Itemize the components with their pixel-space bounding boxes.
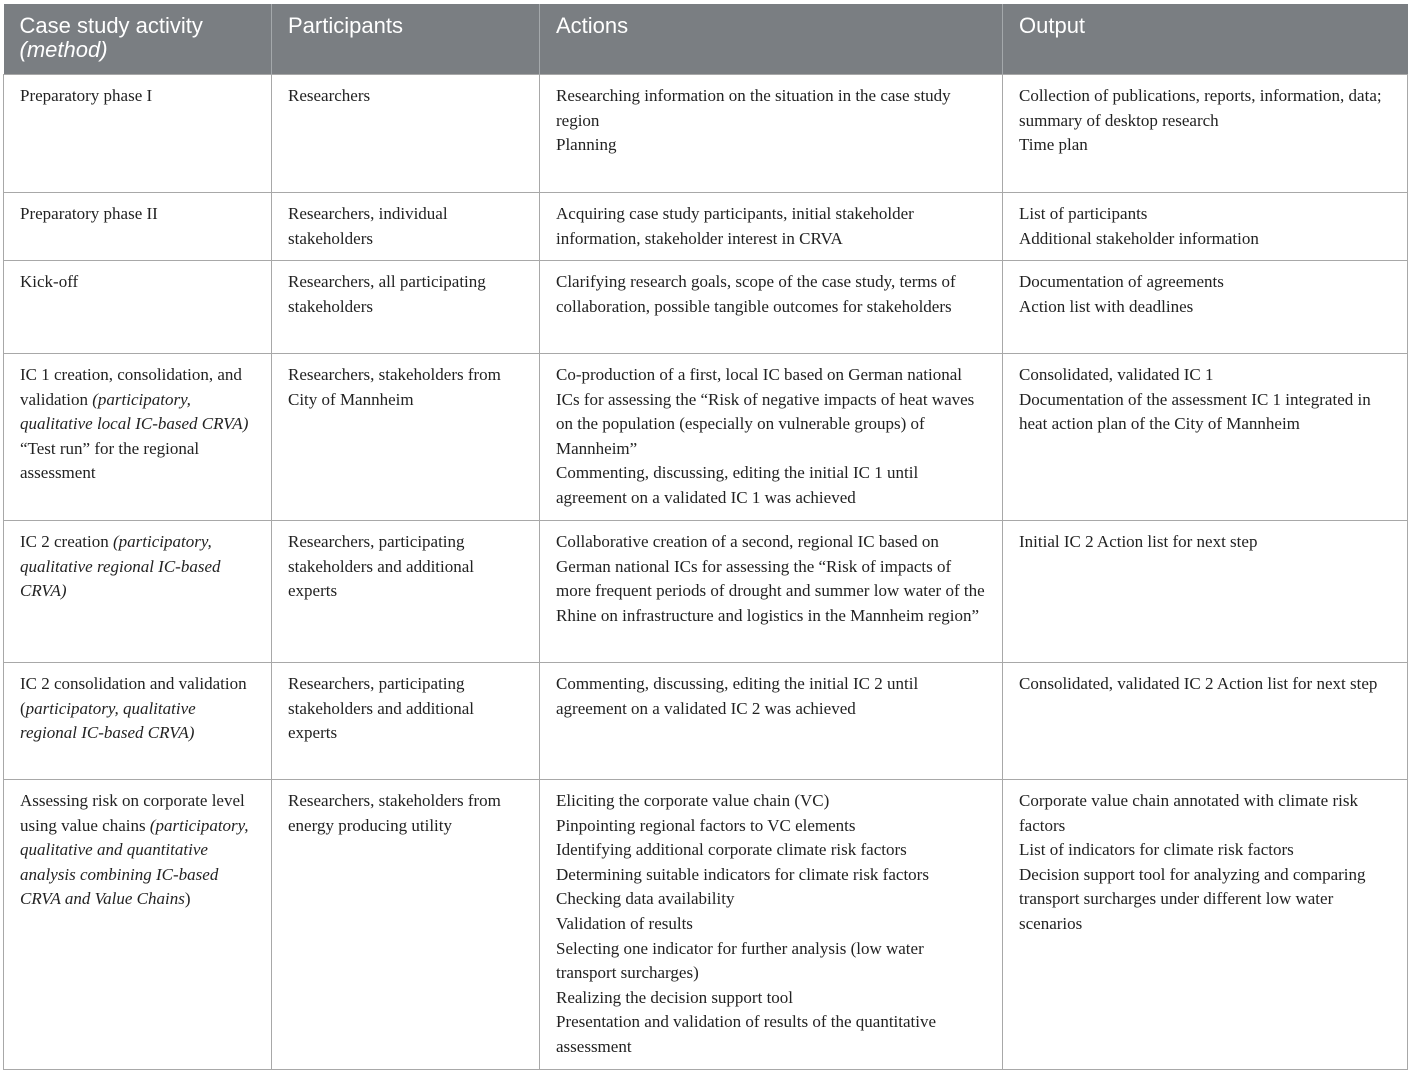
header-actions: Actions bbox=[540, 4, 1003, 75]
output-cell: List of participants Additional stakeholder information bbox=[1003, 193, 1408, 261]
header-participants: Participants bbox=[272, 4, 540, 75]
participants-cell: Researchers, stakeholders from City of Mannheim bbox=[272, 354, 540, 521]
actions-cell: Acquiring case study participants, initial stakeholder information, stakeholder interest in CRVA bbox=[540, 193, 1003, 261]
participants-cell: Researchers, participating stakeholders and additional experts bbox=[272, 521, 540, 663]
output-cell: Initial IC 2 Action list for next step bbox=[1003, 521, 1408, 663]
header-activity: Case study activity (method) bbox=[4, 4, 272, 75]
activity-cell: Preparatory phase II bbox=[4, 193, 272, 261]
output-cell: Collection of publications, reports, information, data; summary of desktop research Time plan bbox=[1003, 75, 1408, 193]
participants-cell: Researchers, individual stakeholders bbox=[272, 193, 540, 261]
output-cell: Consolidated, validated IC 1 Documentation of the assessment IC 1 integrated in heat action plan of the City of Mannheim bbox=[1003, 354, 1408, 521]
participants-cell: Researchers bbox=[272, 75, 540, 193]
actions-cell: Clarifying research goals, scope of the case study, terms of collaboration, possible tangible outcomes for stakeholders bbox=[540, 261, 1003, 354]
actions-cell: Eliciting the corporate value chain (VC) Pinpointing regional factors to VC elements Identifying additional corporate climate risk factors Determining suitable indicators for climate risk factors Checking data availability Validation of results Selecting one indicator for further analysis (low water transport surcharges) Realizing the decision support tool Presentation and validation of results of the quantitative assessment bbox=[540, 780, 1003, 1070]
case-study-table bbox=[3, 4, 1408, 1070]
participants-cell: Researchers, stakeholders from energy producing utility bbox=[272, 780, 540, 1070]
table-row bbox=[4, 780, 1408, 1070]
activity-cell: Preparatory phase I bbox=[4, 75, 272, 193]
output-cell: Corporate value chain annotated with climate risk factors List of indicators for climate risk factors Decision support tool for analyzing and comparing transport surcharges under different low water scenarios bbox=[1003, 780, 1408, 1070]
activity-cell: IC 2 consolidation and validation (participatory, qualitative regional IC-based CRVA) bbox=[4, 663, 272, 780]
table-row bbox=[4, 354, 1408, 521]
header-row bbox=[4, 4, 1408, 75]
participants-cell: Researchers, participating stakeholders and additional experts bbox=[272, 663, 540, 780]
table-row bbox=[4, 261, 1408, 354]
output-cell: Consolidated, validated IC 2 Action list for next step bbox=[1003, 663, 1408, 780]
activity-cell: IC 2 creation (participatory, qualitative regional IC-based CRVA) bbox=[4, 521, 272, 663]
activity-cell: Assessing risk on corporate level using value chains (participatory, qualitative and quantitative analysis combining IC-based CRVA and Value Chains) bbox=[4, 780, 272, 1070]
output-cell: Documentation of agreements Action list with deadlines bbox=[1003, 261, 1408, 354]
activity-cell: IC 1 creation, consolidation, and validation (participatory, qualitative local IC-based CRVA) “Test run” for the regional assessment bbox=[4, 354, 272, 521]
table-row bbox=[4, 193, 1408, 261]
header-output: Output bbox=[1003, 4, 1408, 75]
table-row bbox=[4, 521, 1408, 663]
table-row bbox=[4, 663, 1408, 780]
table-row bbox=[4, 75, 1408, 193]
header-activity-method: (method) bbox=[19, 37, 108, 62]
actions-cell: Co-production of a first, local IC based on German national ICs for assessing the “Risk of negative impacts of heat waves on the population (especially on vulnerable groups) of Mannheim” Commenting, discussing, editing the initial IC 1 until agreement on a validated IC 1 was achieved bbox=[540, 354, 1003, 521]
actions-cell: Collaborative creation of a second, regional IC based on German national ICs for assessing the “Risk of impacts of more frequent periods of drought and summer low water of the Rhine on infrastructure and logistics in the Mannheim region” bbox=[540, 521, 1003, 663]
activity-cell: Kick-off bbox=[4, 261, 272, 354]
participants-cell: Researchers, all participating stakeholders bbox=[272, 261, 540, 354]
actions-cell: Commenting, discussing, editing the initial IC 2 until agreement on a validated IC 2 was achieved bbox=[540, 663, 1003, 780]
actions-cell: Researching information on the situation in the case study region Planning bbox=[540, 75, 1003, 193]
